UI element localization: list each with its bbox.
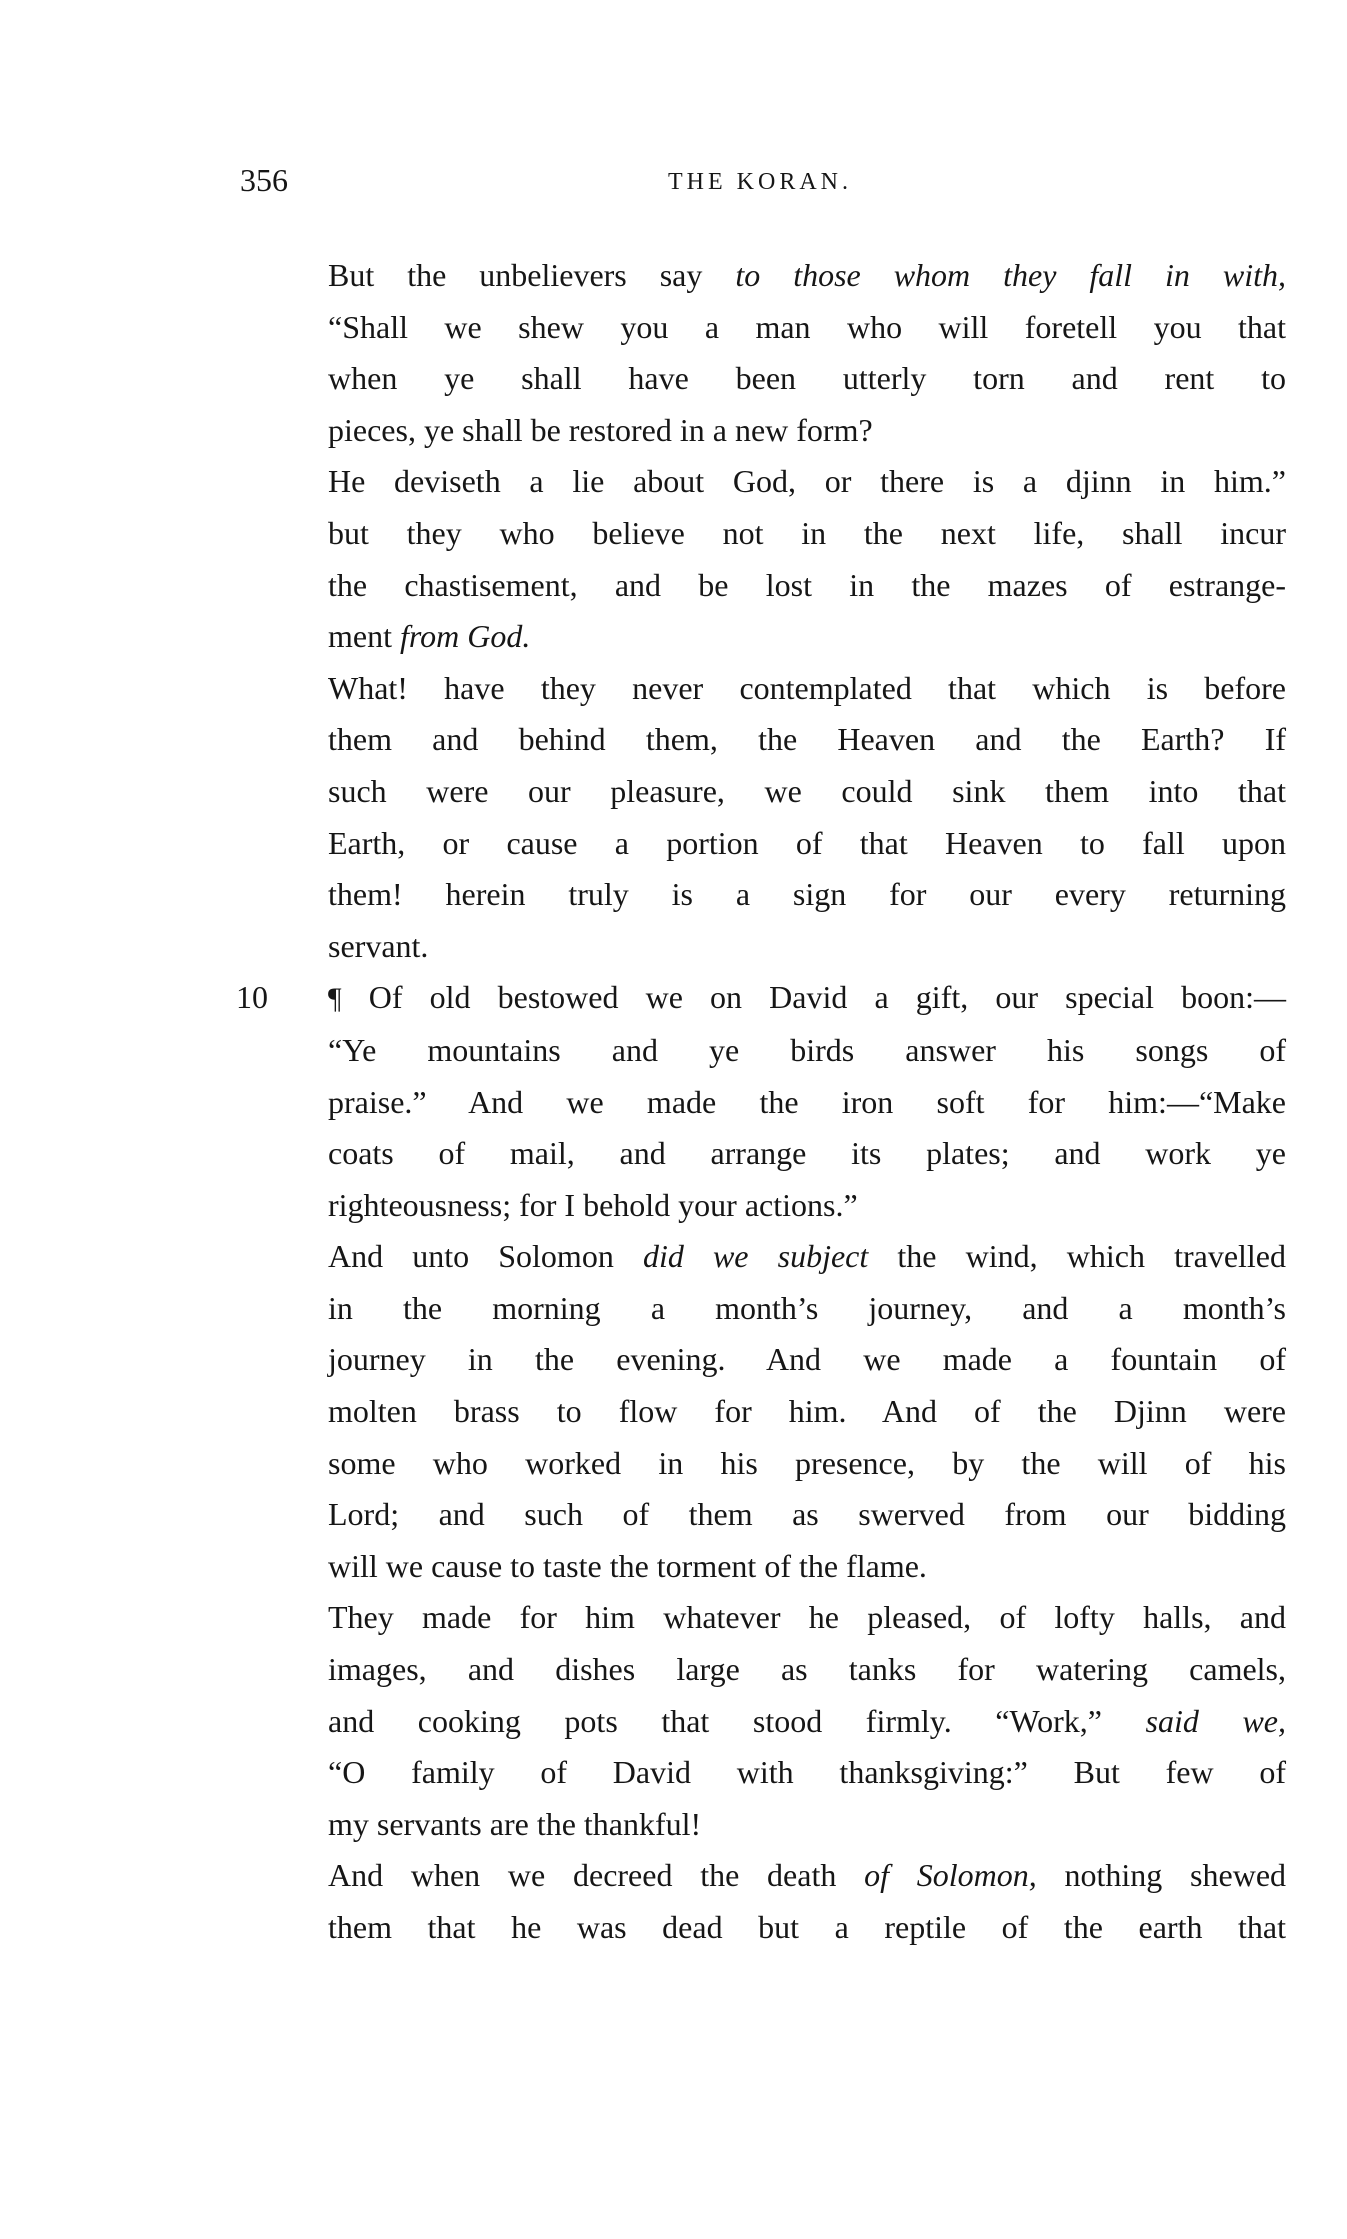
text-line (328, 1902, 1286, 1954)
text-line (328, 1386, 1286, 1438)
text-line (328, 869, 1286, 921)
paragraph (236, 972, 1286, 1231)
running-head (240, 160, 1280, 210)
text-line (328, 766, 1286, 818)
text-line (328, 818, 1286, 870)
text-run: coats of mail, and arrange its plates; and work ye (328, 1135, 1286, 1172)
text-line (328, 1747, 1286, 1799)
text-run: nothing shewed (1036, 1857, 1287, 1894)
text-line (328, 508, 1286, 560)
text-line (328, 611, 1286, 663)
text-line (328, 1799, 1286, 1851)
body-text (236, 250, 1287, 1954)
text-line (328, 456, 1286, 508)
text-run: them that he was dead but a reptile of the earth that (328, 1909, 1286, 1945)
text-line (328, 250, 1287, 302)
page-number: 356 (240, 162, 288, 198)
text-line (328, 1696, 1287, 1748)
text-run: “Shall we shew you a man who will foretell you that (328, 308, 1286, 345)
text-run: And when we decreed the death (328, 1857, 865, 1894)
text-line (328, 1077, 1286, 1129)
text-line (328, 1592, 1286, 1644)
text-run: Lord; and such of them as swerved from our bidding (328, 1496, 1286, 1533)
text-run: my servants are the thankful! (328, 1805, 702, 1842)
text-run: But the unbelievers say (328, 257, 736, 293)
text-run: molten brass to flow for him. And of the Djinn were (328, 1393, 1286, 1430)
text-run: such were our pleasure, we could sink them into that (328, 772, 1286, 809)
text-run: praise.” And we made the iron soft for him:—“Make (328, 1083, 1286, 1120)
text-run: journey in the evening. And we made a fountain of (328, 1341, 1286, 1378)
text-line (328, 1541, 1286, 1593)
text-run: servant. (328, 927, 429, 964)
text-line (328, 302, 1286, 354)
paragraph (328, 1592, 1286, 1850)
text-run: will we cause to taste the torment of the flame. (328, 1547, 927, 1584)
text-run: when ye shall have been utterly torn and rent to (328, 360, 1286, 397)
text-line (328, 1283, 1286, 1335)
text-line (328, 1334, 1286, 1386)
italic-text: did we subject (642, 1238, 869, 1275)
text-line (328, 405, 1286, 457)
text-run: but they who believe not in the next life, shall incur (328, 514, 1286, 551)
text-run: images, and dishes large as tanks for watering camels, (328, 1651, 1286, 1688)
italic-text: of Solomon, (864, 1857, 1037, 1894)
text-run: righteousness; for I behold your actions.” (328, 1186, 858, 1223)
text-line (328, 921, 1286, 973)
paragraph (328, 1850, 1286, 1953)
text-run: some who worked in his presence, by the will of his (328, 1444, 1286, 1481)
text-line (328, 1850, 1287, 1902)
pilcrow-mark: ¶ (328, 982, 342, 1016)
text-line (328, 1644, 1286, 1696)
text-run: And unto Solomon (328, 1238, 643, 1275)
text-line (328, 1128, 1286, 1180)
text-line (328, 353, 1286, 405)
text-run: and cooking pots that stood firmly. “Work,” (328, 1702, 1146, 1739)
text-line (328, 1180, 1286, 1232)
text-run: them! herein truly is a sign for our every returning (328, 876, 1286, 913)
text-run: the chastisement, and be lost in the mazes of estrange- (328, 566, 1286, 603)
text-run: pieces, ye shall be restored in a new form? (328, 411, 873, 448)
paragraph (328, 663, 1286, 973)
text-line (328, 1438, 1286, 1490)
text-run: “O family of David with thanksgiving:” But few of (328, 1754, 1286, 1791)
text-run: He deviseth a lie about God, or there is a djinn in him.” (328, 463, 1286, 500)
verse-number: 10 (236, 979, 268, 1016)
text-line (328, 560, 1286, 612)
text-line (328, 1231, 1287, 1283)
text-run: They made for him whatever he pleased, of lofty halls, and (328, 1599, 1286, 1636)
running-title: THE KORAN. (668, 169, 852, 195)
text-run: in the morning a month’s journey, and a month’s (328, 1289, 1286, 1326)
text-line (328, 663, 1286, 715)
paragraph (328, 250, 1286, 456)
text-line (328, 1025, 1286, 1077)
text-run: Earth, or cause a portion of that Heaven to fall upon (328, 824, 1286, 861)
text-run: the wind, which travelled (868, 1238, 1287, 1275)
text-line (328, 972, 1286, 1025)
paragraph (328, 456, 1286, 662)
text-run: Of old bestowed we on David a gift, our special boon:— (341, 979, 1286, 1016)
text-line (328, 714, 1286, 766)
italic-text: to those whom they fall in with, (735, 257, 1287, 293)
text-run: What! have they never contemplated that which is before (328, 669, 1286, 706)
text-run: them and behind them, the Heaven and the Earth? If (328, 721, 1286, 758)
text-line (328, 1489, 1286, 1541)
italic-text: from God. (399, 618, 531, 655)
text-run: “Ye mountains and ye birds answer his songs of (328, 1031, 1286, 1068)
paragraph (328, 1231, 1286, 1592)
text-run: ment (328, 618, 400, 655)
italic-text: said we, (1145, 1702, 1287, 1739)
